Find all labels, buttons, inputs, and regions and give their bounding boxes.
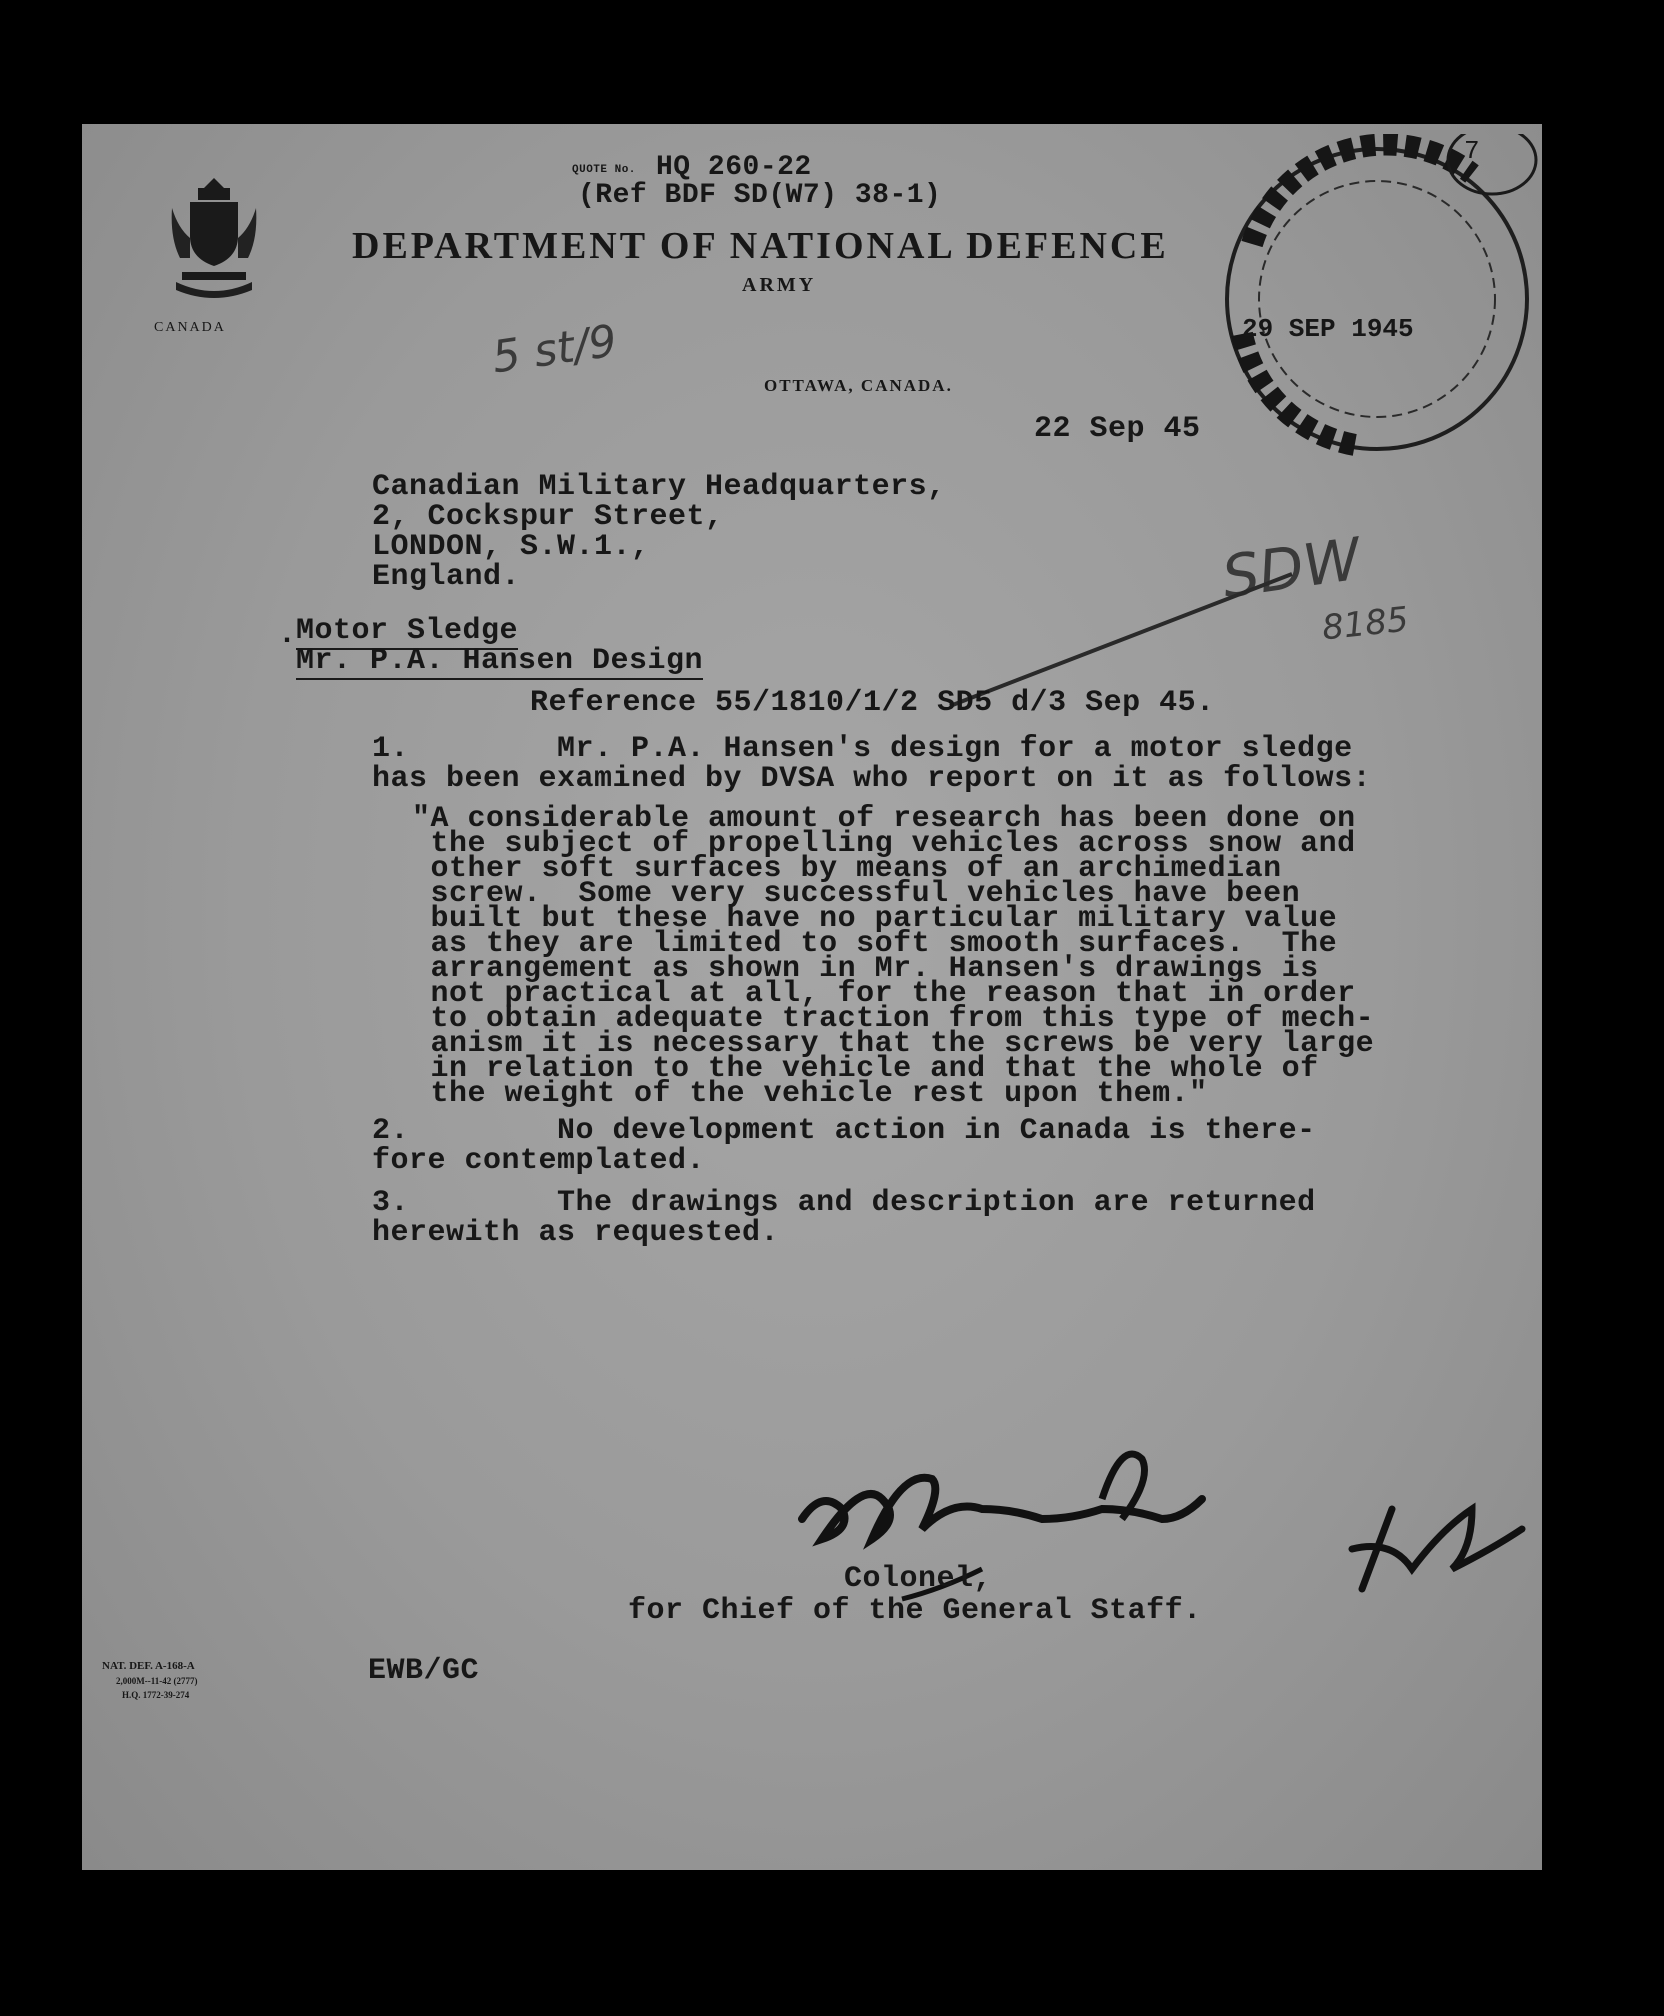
- subject-bullet: .: [278, 618, 297, 652]
- quote-line: arrangement as shown in Mr. Hansen's drawings is: [412, 952, 1319, 986]
- addressee-line: 2, Cockspur Street,: [372, 500, 724, 534]
- letter-date: 22 Sep 45: [1034, 412, 1201, 446]
- quote-line: the weight of the vehicle rest upon them.": [412, 1077, 1208, 1111]
- quote-line: to obtain adequate traction from this type of mech-: [412, 1002, 1375, 1036]
- file-number: HQ 260-22: [656, 152, 812, 183]
- quote-line: in relation to the vehicle and that the whole of: [412, 1052, 1319, 1086]
- stamp-date: 29 SEP 1945: [1242, 314, 1414, 344]
- form-file-reference: H.Q. 1772-39-274: [122, 1690, 190, 1700]
- form-number: NAT. DEF. A-168-A: [102, 1660, 195, 1672]
- quote-line: screw. Some very successful vehicles have been: [412, 877, 1301, 911]
- signatory-on-behalf-of: for Chief of the General Staff.: [628, 1594, 1202, 1628]
- quote-line: as they are limited to soft smooth surfaces. The: [412, 927, 1338, 961]
- canada-coat-of-arms-icon: [162, 174, 266, 308]
- quote-line: built but these have no particular military value: [412, 902, 1338, 936]
- quote-line: anism it is necessary that the screws be very large: [412, 1027, 1375, 1061]
- department-heading: DEPARTMENT OF NATIONAL DEFENCE: [352, 225, 1169, 267]
- paragraph-line: 1. Mr. P.A. Hansen's design for a motor sledge: [372, 732, 1353, 766]
- quote-line: other soft surfaces by means of an archimedian: [412, 852, 1282, 886]
- paragraph-line: herewith as requested.: [372, 1216, 780, 1250]
- subject-line-2: Mr. P.A. Hansen Design: [296, 644, 704, 678]
- handwritten-file-note: 5 st/9: [489, 315, 620, 384]
- stamp-mark: 7: [1464, 136, 1481, 166]
- reference-line: Reference 55/1810/1/2 SD5 d/3 Sep 45.: [530, 686, 1215, 720]
- signatory-rank: Colonel,: [844, 1562, 993, 1596]
- quote-label: QUOTE No.: [572, 164, 636, 176]
- paragraph-line: fore contemplated.: [372, 1144, 706, 1178]
- paragraph-line: 2. No development action in Canada is there-: [372, 1114, 1316, 1148]
- city-heading: OTTAWA, CANADA.: [764, 376, 953, 395]
- quote-line: "A considerable amount of research has been done on: [412, 802, 1356, 836]
- crest-caption: CANADA: [154, 320, 226, 335]
- typist-initials: EWB/GC: [368, 1654, 480, 1688]
- addressee-line: LONDON, S.W.1.,: [372, 530, 650, 564]
- quote-line: the subject of propelling vehicles across snow and: [412, 827, 1356, 861]
- paragraph-line: 3. The drawings and description are returned: [372, 1186, 1316, 1220]
- subject-line-1: Motor Sledge: [296, 614, 519, 648]
- quote-line: not practical at all, for the reason that in order: [412, 977, 1356, 1011]
- received-date-stamp: [1212, 134, 1542, 464]
- letter-page: [82, 124, 1542, 1870]
- addressee-line: Canadian Military Headquarters,: [372, 470, 946, 504]
- handwritten-sdw-note: SDW: [1217, 524, 1365, 612]
- handwritten-number-note: 8185: [1320, 599, 1411, 649]
- paragraph-line: has been examined by DVSA who report on it as follows:: [372, 762, 1372, 796]
- reference-file: (Ref BDF SD(W7) 38-1): [578, 180, 942, 211]
- addressee-line: England.: [372, 560, 521, 594]
- branch-heading: ARMY: [742, 274, 817, 296]
- form-print-run: 2,000M--11-42 (2777): [116, 1676, 198, 1686]
